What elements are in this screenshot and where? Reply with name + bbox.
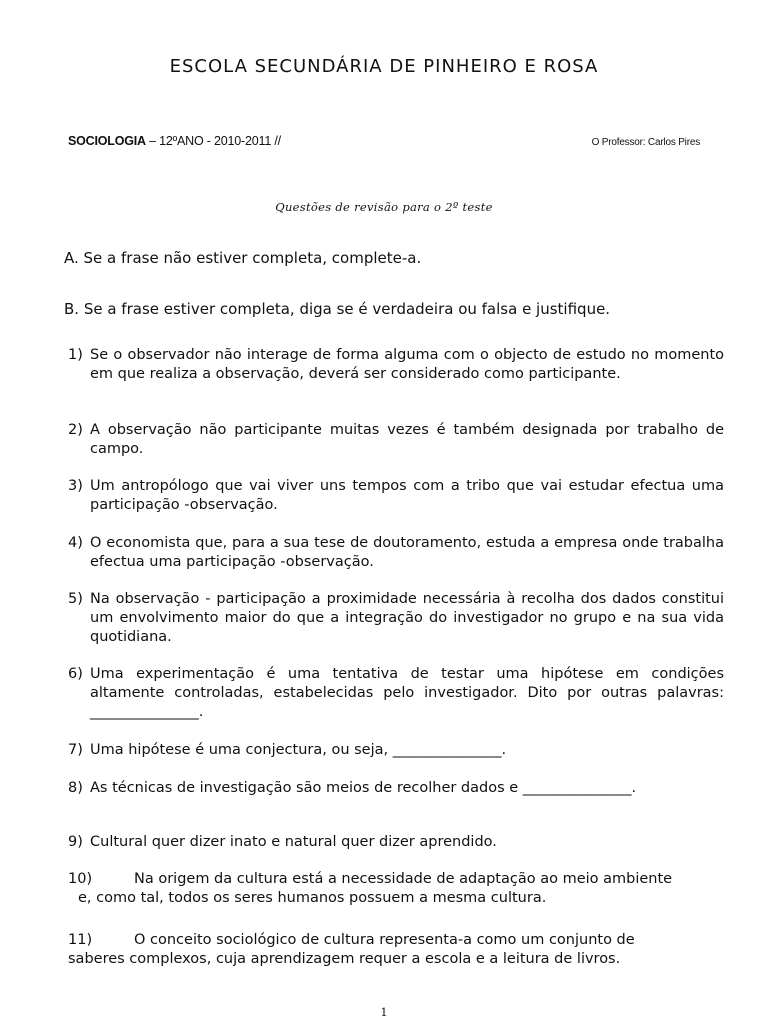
question-number: 6) bbox=[68, 666, 83, 682]
question-text-continued: saberes complexos, cuja aprendizagem requer a escola e a leitura de livros. bbox=[68, 951, 621, 967]
school-title: ESCOLA SECUNDÁRIA DE PINHEIRO E ROSA bbox=[169, 56, 599, 77]
question-text-continued: e, como tal, todos os seres humanos possuem a mesma cultura. bbox=[78, 890, 547, 906]
header-line bbox=[68, 134, 700, 152]
question-text: As técnicas de investigação são meios de recolher dados e _______________. bbox=[90, 780, 637, 796]
question-number: 10) bbox=[68, 871, 93, 887]
question-number: 5) bbox=[68, 591, 83, 607]
question-number: 11) bbox=[68, 932, 93, 948]
question-item bbox=[68, 477, 724, 515]
instruction-b: B. Se a frase estiver completa, diga se é verdadeira ou falsa e justifique. bbox=[64, 300, 611, 318]
page-number: 1 bbox=[380, 1006, 388, 1019]
question-item bbox=[68, 779, 724, 798]
question-text-first-line: O conceito sociológico de cultura representa-a como um conjunto de bbox=[134, 932, 635, 948]
instruction-a: A. Se a frase não estiver completa, complete-a. bbox=[64, 249, 422, 267]
question-text: Um antropólogo que vai viver uns tempos com a tribo que vai estudar efectua uma participação -observação. bbox=[90, 478, 724, 513]
question-item bbox=[68, 741, 724, 760]
question-number: 9) bbox=[68, 834, 83, 850]
question-text-first-line: Na origem da cultura está a necessidade de adaptação ao meio ambiente bbox=[134, 871, 673, 887]
course-info bbox=[68, 134, 281, 148]
question-item bbox=[68, 534, 724, 572]
question-text: Uma hipótese é uma conjectura, ou seja, _______________. bbox=[90, 742, 507, 758]
question-item bbox=[68, 346, 724, 384]
question-number: 7) bbox=[68, 742, 83, 758]
question-item bbox=[68, 870, 724, 908]
question-text: Na observação - participação a proximidade necessária à recolha dos dados constitui um envolvimento maior do que a integração do investigador no grupo e na sua vida quotidiana. bbox=[90, 591, 724, 645]
course-year: – 12ºANO - 2010-2011 // bbox=[145, 134, 281, 148]
subject-name: SOCIOLOGIA bbox=[68, 134, 146, 148]
question-item bbox=[68, 421, 724, 459]
question-item bbox=[68, 665, 724, 722]
question-item bbox=[68, 833, 724, 852]
question-number: 3) bbox=[68, 478, 83, 494]
question-number: 4) bbox=[68, 535, 83, 551]
document-subtitle: Questões de revisão para o 2º teste bbox=[275, 200, 493, 214]
question-text: A observação não participante muitas vezes é também designada por trabalho de campo. bbox=[90, 422, 724, 457]
question-number: 2) bbox=[68, 422, 83, 438]
question-number: 8) bbox=[68, 780, 83, 796]
question-text: Se o observador não interage de forma alguma com o objecto de estudo no momento em que realiza a observação, deverá ser considerado como participante. bbox=[90, 347, 724, 382]
question-number: 1) bbox=[68, 347, 83, 363]
question-text: Uma experimentação é uma tentativa de testar uma hipótese em condições altamente controladas, estabelecidas pelo investigador. Dito por outras palavras: _______________. bbox=[90, 666, 724, 720]
question-text: Cultural quer dizer inato e natural quer dizer aprendido. bbox=[90, 834, 497, 850]
question-text: O economista que, para a sua tese de doutoramento, estuda a empresa onde trabalha efectua uma participação -observação. bbox=[90, 535, 724, 570]
question-item bbox=[68, 590, 724, 647]
professor-name: O Professor: Carlos Pires bbox=[591, 137, 700, 148]
question-item bbox=[68, 931, 724, 969]
